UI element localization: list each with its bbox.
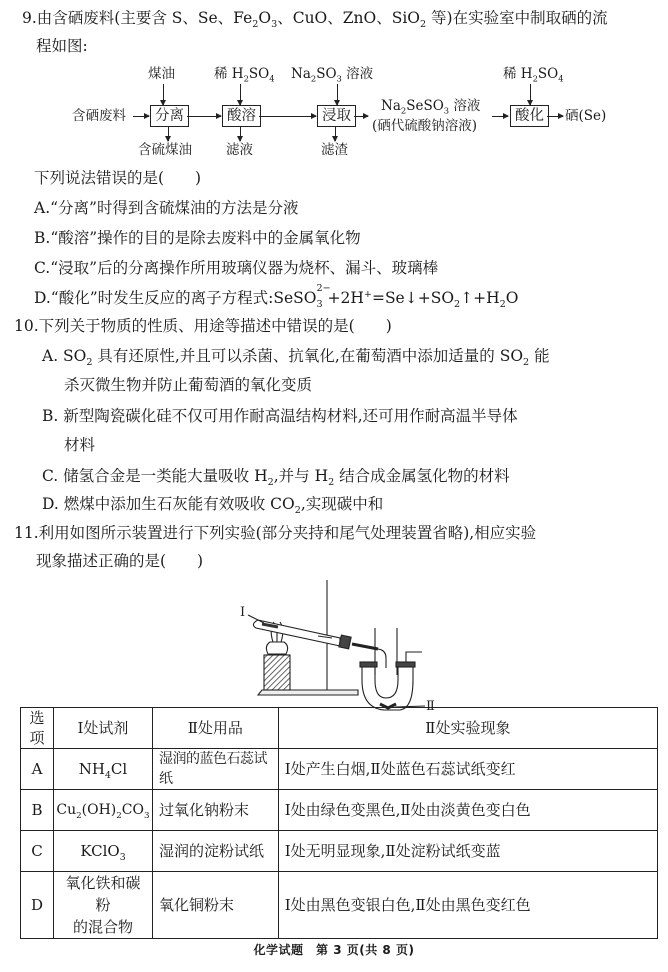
table-header-row bbox=[21, 708, 658, 749]
flow-box-leaching: 浸取 bbox=[317, 105, 356, 127]
header-phenomenon: Ⅱ处实验现象 bbox=[278, 708, 657, 749]
arrow-down-icon bbox=[240, 127, 241, 141]
arrow-right-icon bbox=[133, 116, 149, 117]
arrow-down-icon bbox=[240, 84, 241, 105]
q9-option-d: D.“酸化”时发生反应的离子方程式:SeSO $_{2- 3} +2H^+=Se↓+SO_2↑+H_2O$ bbox=[34, 282, 519, 311]
cell-reagent: $NH_4Cl$ bbox=[53, 749, 152, 790]
flow-input-acid2: 稀 $H_2SO_4$ bbox=[503, 66, 564, 84]
flow-intermediate-line1: $Na_2SeSO_3$ 溶液 bbox=[381, 98, 481, 116]
q9-option-c: C.“浸取”后的分离操作所用玻璃仪器为烧杯、漏斗、玻璃棒 bbox=[34, 259, 439, 277]
q10-option-a-line1: A. $SO_2$ 具有还原性,并且可以杀菌、抗氧化,在葡萄酒中添加适量的 $SO_2$ 能 bbox=[42, 347, 550, 369]
q10-number: 10. bbox=[14, 317, 39, 335]
label-II: Ⅱ bbox=[426, 699, 435, 714]
cell-item: 湿润的淀粉试纸 bbox=[152, 831, 278, 872]
page-footer: 化学试题 第 3 页(共 8 页) bbox=[253, 943, 415, 957]
cell-item: 氧化铜粉末 bbox=[152, 872, 278, 939]
cell-reagent: KClO$_3$ bbox=[53, 831, 152, 872]
arrow-down-icon bbox=[337, 84, 338, 105]
cell-phenomenon: Ⅰ处产生白烟,Ⅱ处蓝色石蕊试纸变红 bbox=[278, 749, 657, 790]
q10-stem-text: 下列关于物质的性质、用途等描述中错误的是( ) bbox=[38, 317, 392, 335]
arrow-right-icon bbox=[259, 116, 316, 117]
arrow-right-icon bbox=[187, 116, 221, 117]
arrow-right-icon bbox=[547, 116, 563, 117]
cell-phenomenon: Ⅰ处由黑色变银白色,Ⅱ处由黑色变红色 bbox=[278, 872, 657, 939]
q11-stem-text: 利用如图所示装置进行下列实验(部分夹持和尾气处理装置省略),相应实验 bbox=[38, 524, 537, 542]
q9-option-b: B.“酸溶”操作的目的是除去废料中的金属氧化物 bbox=[34, 229, 361, 247]
header-item: Ⅱ处用品 bbox=[152, 708, 278, 749]
table-row bbox=[21, 790, 658, 831]
q10-option-c: C. 储氢合金是一类能大量吸收 $H_2$,并与 $H_2$ 结合成金属氢化物的材料 bbox=[42, 467, 510, 489]
q10-option-d: D. 燃煤中添加生石灰能有效吸收 $CO_2$,实现碳中和 bbox=[42, 495, 384, 517]
flow-box-acidify: 酸化 bbox=[510, 105, 549, 127]
flow-input-acid1: 稀 $H_2SO_4$ bbox=[214, 66, 275, 84]
q9-prompt: 下列说法错误的是( ) bbox=[34, 169, 202, 187]
cell-reagent: $Cu_2(OH)_2CO_3$ bbox=[53, 790, 152, 831]
cell-phenomenon: Ⅰ处由绿色变黑色,Ⅱ处由淡黄色变白色 bbox=[278, 790, 657, 831]
header-reagent: Ⅰ处试剂 bbox=[53, 708, 152, 749]
cell-item: 湿润的蓝色石蕊试纸 bbox=[152, 749, 278, 790]
q10-option-a-line2: 杀灭微生物并防止葡萄酒的氧化变质 bbox=[64, 376, 313, 394]
arrow-down-icon bbox=[163, 84, 164, 105]
flow-output-sulfur-kerosene: 含硫煤油 bbox=[138, 142, 192, 158]
flow-box-separation: 分离 bbox=[150, 105, 189, 127]
arrow-down-icon bbox=[168, 127, 169, 141]
q9-stem-line2: 程如图: bbox=[36, 37, 88, 55]
cell-reagent-line2: 的混合物 bbox=[72, 918, 133, 936]
q10-stem bbox=[14, 316, 392, 336]
q11-stem-line2: 现象描述正确的是( ) bbox=[36, 552, 204, 570]
flow-output-filtrate: 滤液 bbox=[226, 142, 253, 158]
flow-output-residue: 滤渣 bbox=[321, 142, 348, 158]
label-I: Ⅰ bbox=[240, 605, 246, 620]
cell-phenomenon: Ⅰ处无明显现象,Ⅱ处淀粉试纸变蓝 bbox=[278, 831, 657, 872]
arrow-down-icon bbox=[530, 84, 531, 105]
table-row bbox=[21, 872, 658, 939]
flow-product: 硒(Se) bbox=[565, 108, 607, 124]
cell-reagent-line1: 氧化铁和碳粉 bbox=[65, 874, 141, 914]
q10-option-b-line1: B. 新型陶瓷碳化硅不仅可用作耐高温结构材料,还可用作耐高温半导体 bbox=[42, 407, 518, 425]
q9-stem-line1: 9.由含硒废料(主要含 S、Se、$Fe_2O_3$、CuO、ZnO、SiO$_2$ 等)在实验室中制取硒的流 bbox=[22, 9, 608, 31]
cell-option: A bbox=[21, 749, 54, 790]
q9-option-a: A.“分离”时得到含硫煤油的方法是分液 bbox=[34, 199, 299, 217]
flow-intermediate-line2: (硒代硫酸钠溶液) bbox=[372, 118, 478, 134]
cell-option: C bbox=[21, 831, 54, 872]
flow-input-na2so3: $Na_2SO_3$ 溶液 bbox=[291, 66, 374, 84]
arrow-right-icon bbox=[354, 116, 368, 117]
header-option: 选项 bbox=[21, 708, 54, 749]
cell-item: 过氧化钠粉末 bbox=[152, 790, 278, 831]
experiment-table bbox=[20, 707, 658, 939]
table-row bbox=[21, 749, 658, 790]
q11-stem-line1 bbox=[14, 523, 536, 543]
flow-box-acid-dissolve: 酸溶 bbox=[222, 105, 261, 127]
q11-number: 11. bbox=[14, 524, 39, 542]
table-row bbox=[21, 831, 658, 872]
arrow-down-icon bbox=[335, 127, 336, 141]
arrow-right-icon bbox=[492, 116, 508, 117]
cell-option: D bbox=[21, 872, 54, 939]
cell-option: B bbox=[21, 790, 54, 831]
flow-input-kerosene: 煤油 bbox=[148, 66, 175, 82]
cell-reagent bbox=[53, 872, 152, 939]
flow-start: 含硒废料 bbox=[72, 108, 126, 124]
q10-option-b-line2: 材料 bbox=[64, 436, 96, 454]
apparatus-figure bbox=[240, 580, 450, 714]
